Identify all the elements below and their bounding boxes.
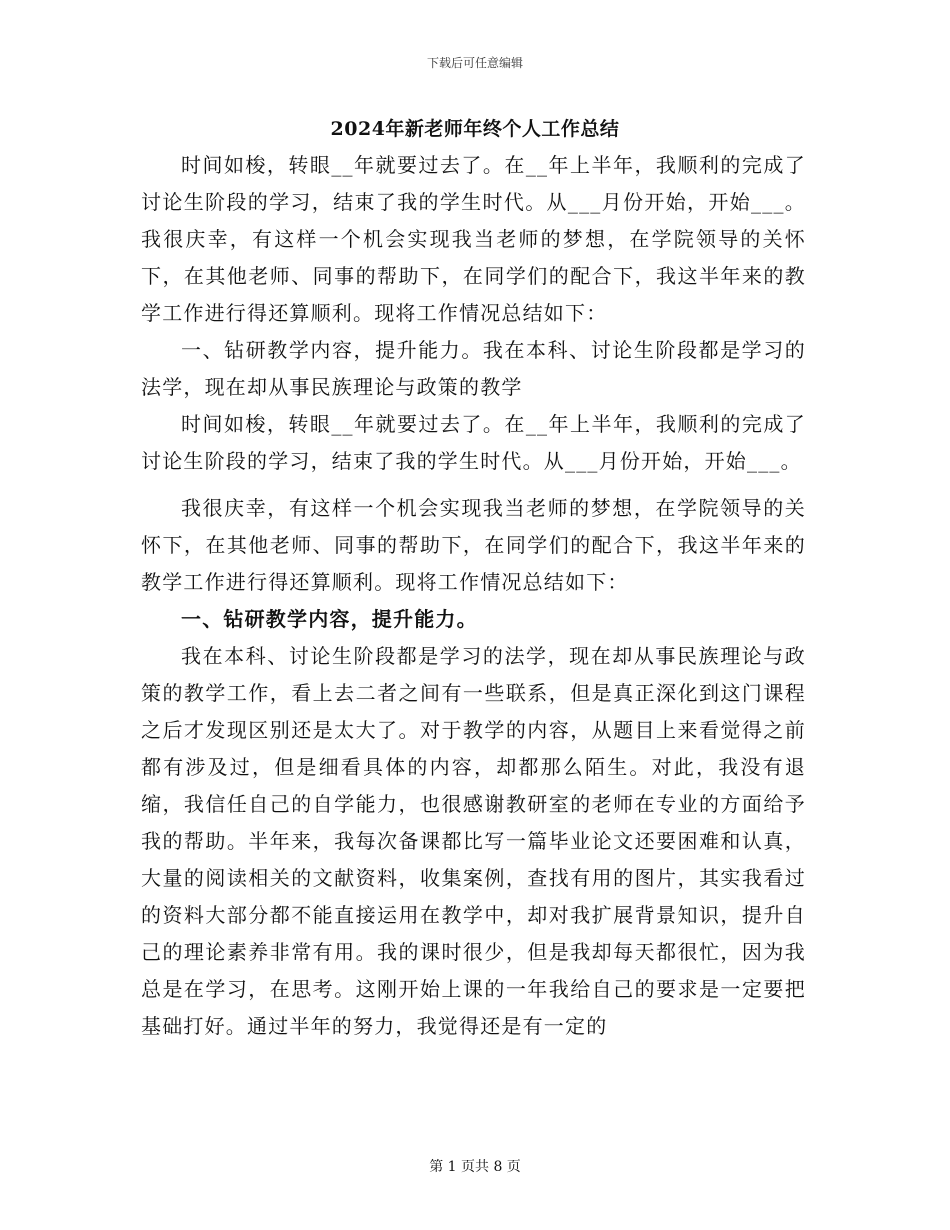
- paragraph-gap: [141, 480, 806, 490]
- paragraph-intro-repeat: 时间如梭，转眼__年就要过去了。在__年上半年，我顺利的完成了讨论生阶段的学习，结束了我的学生时代。从___月份开始，开始___。: [141, 412, 806, 473]
- paragraph-intro: 时间如梭，转眼__年就要过去了。在__年上半年，我顺利的完成了讨论生阶段的学习，结束了我的学生时代。从___月份开始，开始___。我很庆幸，有这样一个机会实现我当老师的梦想，在学院领导的关怀下，在其他老师、同事的帮助下，在同学们的配合下，我这半年来的教学工作进行得还算顺利。现将工作情况总结如下：: [141, 153, 806, 325]
- header-note: 下载后可任意编辑: [426, 56, 523, 70]
- paragraph-gratitude: 我很庆幸，有这样一个机会实现我当老师的梦想，在学院领导的关怀下，在其他老师、同事的帮助下，在同学们的配合下，我这半年来的教学工作进行得还算顺利。现将工作情况总结如下：: [141, 496, 806, 594]
- section-heading-1: 一、钻研教学内容，提升能力。: [181, 607, 478, 631]
- paragraph-section-summary: 一、钻研教学内容，提升能力。我在本科、讨论生阶段都是学习的法学，现在却从事民族理论与政策的教学: [141, 338, 806, 399]
- paragraph-section-1-body: 我在本科、讨论生阶段都是学习的法学，现在却从事民族理论与政策的教学工作，看上去二者之间有一些联系，但是真正深化到这门课程之后才发现区别还是太大了。对于教学的内容，从题目上来看觉得之前都有涉及过，但是细看具体的内容，却都那么陌生。对此，我没有退缩，我信任自己的自学能力，也很感谢教研室的老师在专业的方面给予我的帮助。半年来，我每次备课都比写一篇毕业论文还要困难和认真，大量的阅读相关的文献资料，收集案例，查找有用的图片，其实我看过的资料大部分都不能直接运用在教学中，却对我扩展背景知识，提升自己的理论素养非常有用。我的课时很少，但是我却每天都很忙，因为我总是在学习，在思考。这刚开始上课的一年我给自己的要求是一定要把基础打好。通过半年的努力，我觉得还是有一定的: [141, 644, 806, 1038]
- document-body: [141, 147, 806, 1045]
- document-title: 2024年新老师年终个人工作总结: [330, 118, 620, 140]
- page-number: 第 1 页共 8 页: [429, 1159, 521, 1175]
